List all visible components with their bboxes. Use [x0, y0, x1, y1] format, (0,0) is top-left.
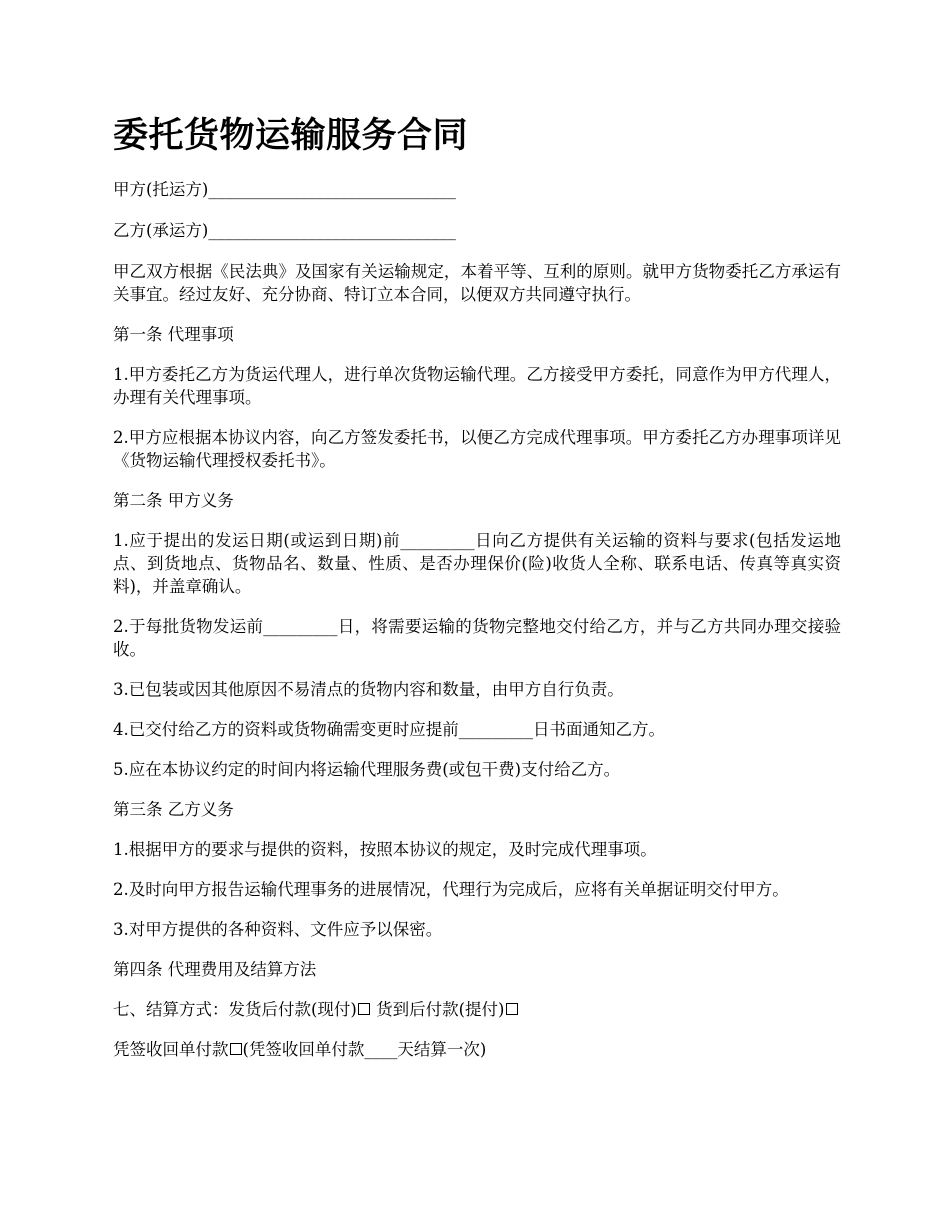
- contract-page: [113, 112, 841, 1078]
- article-3-heading: 第三条 乙方义务: [113, 800, 234, 819]
- article-3-item-1: 1.根据甲方的要求与提供的资料，按照本协议的规定，及时完成代理事项。: [113, 840, 657, 859]
- checkbox-receipt-icon: [230, 1043, 242, 1055]
- settlement-method-line: [113, 998, 841, 1021]
- article-2-item-3: 3.已包装或因其他原因不易清点的货物内容和数量，由甲方自行负责。: [113, 680, 624, 699]
- settlement-middle: 货到后付款(提付): [370, 1000, 505, 1019]
- receipt-prefix: 凭签收回单付款: [113, 1040, 229, 1059]
- party-b-line: 乙方(承运方)______________________________: [113, 221, 456, 240]
- article-3-item-3: 3.对甲方提供的各种资料、文件应予以保密。: [113, 920, 443, 939]
- article-2-item-4: 4.已交付给乙方的资料或货物确需变更时应提前_________日书面通知乙方。: [113, 720, 665, 739]
- party-a-line: 甲方(托运方)______________________________: [113, 180, 456, 199]
- article-2-item-5: 5.应在本协议约定的时间内将运输代理服务费(或包干费)支付给乙方。: [113, 760, 621, 779]
- article-3-item-2: 2.及时向甲方报告运输代理事务的进展情况，代理行为完成后，应将有关单据证明交付甲方。: [113, 880, 789, 899]
- receipt-payment-line: [113, 1038, 841, 1061]
- article-2-item-1: 1.应于提出的发运日期(或运到日期)前_________日向乙方提供有关运输的资料与要求(包括发运地点、到货地点、货物品名、数量、性质、是否办理保价(险)收货人全称、联系电话、传真等真实资料)，并盖章确认。: [113, 531, 841, 596]
- settlement-prefix: 七、结算方式：发货后付款(现付): [113, 1000, 357, 1019]
- article-4-heading: 第四条 代理费用及结算方法: [113, 960, 317, 979]
- article-1-item-2: 2.甲方应根据本协议内容，向乙方签发委托书，以便乙方完成代理事项。甲方委托乙方办理事项详见《货物运输代理授权委托书》。: [113, 428, 841, 470]
- article-1-heading: 第一条 代理事项: [113, 325, 234, 344]
- checkbox-cash-icon: [358, 1003, 370, 1015]
- receipt-suffix: (凭签收回单付款____天结算一次): [242, 1040, 487, 1059]
- article-2-item-2: 2.于每批货物发运前_________日，将需要运输的货物完整地交付给乙方，并与乙方共同办理交接验收。: [113, 617, 841, 659]
- checkbox-collect-icon: [506, 1003, 518, 1015]
- document-title: 委托货物运输服务合同: [113, 116, 469, 156]
- preamble-paragraph: 甲乙双方根据《民法典》及国家有关运输规定，本着平等、互利的原则。就甲方货物委托乙方承运有关事宜。经过友好、充分协商、特订立本合同，以便双方共同遵守执行。: [113, 262, 841, 304]
- article-1-item-1: 1.甲方委托乙方为货运代理人，进行单次货物运输代理。乙方接受甲方委托，同意作为甲方代理人，办理有关代理事项。: [113, 365, 841, 407]
- article-2-heading: 第二条 甲方义务: [113, 491, 234, 510]
